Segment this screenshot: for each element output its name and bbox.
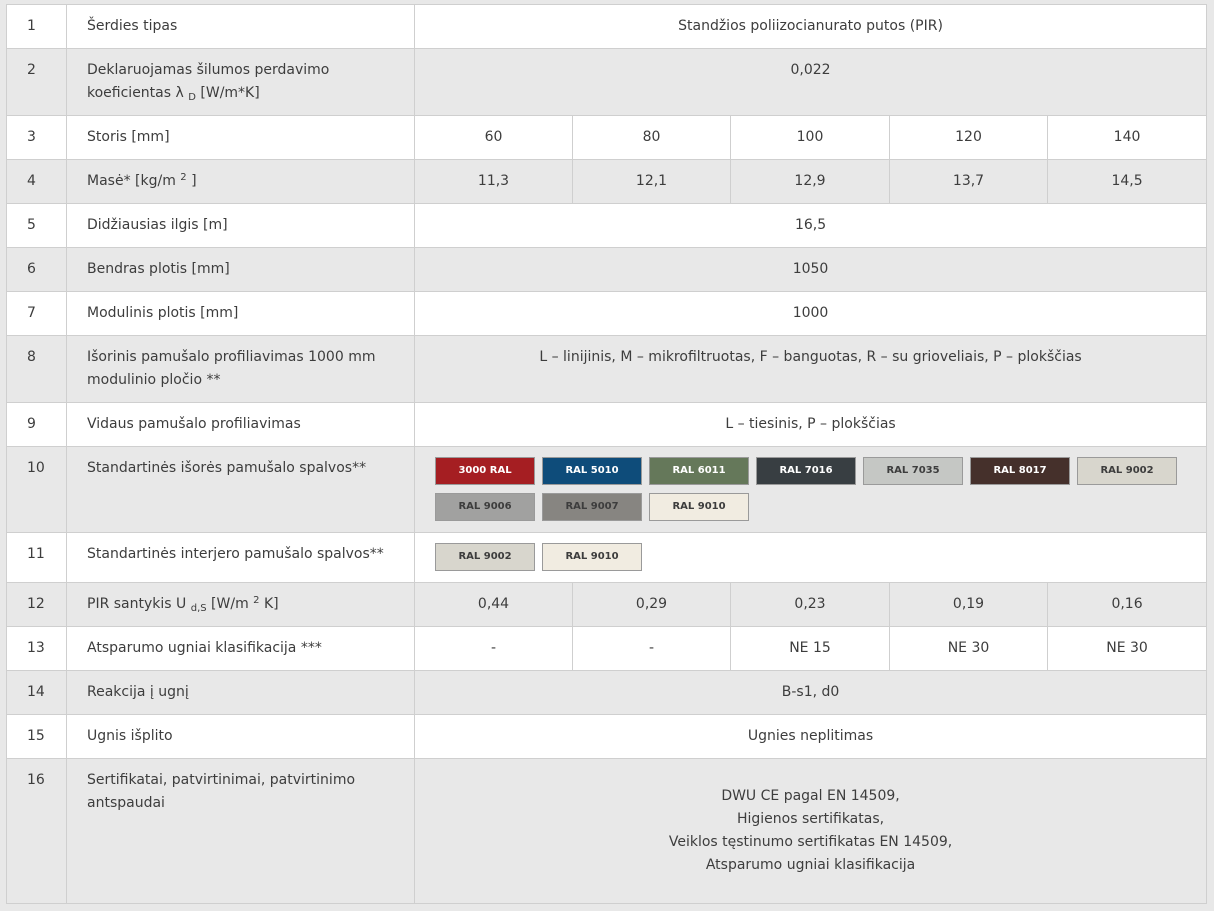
label-text: K] (259, 596, 279, 612)
label-text: [W/m (206, 596, 254, 612)
table-row (7, 49, 1207, 116)
row-value: NE 15 (731, 627, 890, 671)
row-number: 4 (7, 160, 67, 204)
table-row (7, 248, 1207, 292)
row-number: 11 (7, 533, 67, 583)
row-label (67, 583, 415, 627)
certificate-line: Higienos sertifikatas, (736, 811, 885, 827)
row-value: - (573, 627, 731, 671)
row-number: 2 (7, 49, 67, 116)
row-value: L – tiesinis, P – plokščias (415, 403, 1207, 447)
row-number: 6 (7, 248, 67, 292)
exterior-color-swatches (415, 447, 1207, 533)
row-number: 9 (7, 403, 67, 447)
row-label (67, 160, 415, 204)
row-value: 12,1 (573, 160, 731, 204)
row-value: - (415, 627, 573, 671)
row-value: 0,16 (1048, 583, 1207, 627)
table-row (7, 671, 1207, 715)
certificate-list (415, 759, 1207, 904)
color-swatch: RAL 7016 (756, 457, 856, 485)
color-swatch: RAL 9002 (1077, 457, 1177, 485)
color-swatch: RAL 8017 (970, 457, 1070, 485)
row-number: 5 (7, 204, 67, 248)
row-value: 100 (731, 116, 890, 160)
row-value: B-s1, d0 (415, 671, 1207, 715)
row-value: 12,9 (731, 160, 890, 204)
label-text: [W/m*K] (195, 85, 260, 101)
table-row (7, 204, 1207, 248)
label-text: Deklaruojamas šilumos perdavimo koeficientas λ (87, 62, 330, 101)
label-superscript: 2 (253, 595, 260, 606)
table-row (7, 292, 1207, 336)
row-label: Standartinės interjero pamušalo spalvos** (67, 533, 415, 583)
swatch-list (435, 457, 1186, 521)
color-swatch: RAL 6011 (649, 457, 749, 485)
row-value: 1000 (415, 292, 1207, 336)
row-number: 13 (7, 627, 67, 671)
row-label: Sertifikatai, patvirtinimai, patvirtinimo antspaudai (67, 759, 415, 904)
row-value: 14,5 (1048, 160, 1207, 204)
row-value: L – linijinis, M – mikrofiltruotas, F – banguotas, R – su grioveliais, P – plokščias (415, 336, 1207, 403)
row-value: 0,23 (731, 583, 890, 627)
row-label (67, 49, 415, 116)
row-label: Atsparumo ugniai klasifikacija *** (67, 627, 415, 671)
label-subscript: d,S (190, 603, 207, 614)
row-value: Ugnies neplitimas (415, 715, 1207, 759)
table-row (7, 160, 1207, 204)
spec-table (6, 4, 1207, 904)
color-swatch: RAL 9006 (435, 493, 535, 521)
row-label: Reakcija į ugnį (67, 671, 415, 715)
row-number: 16 (7, 759, 67, 904)
row-number: 14 (7, 671, 67, 715)
label-text: Masė* [kg/m (87, 173, 181, 189)
swatch-list (435, 543, 1186, 571)
label-text: ] (186, 173, 197, 189)
color-swatch: RAL 5010 (542, 457, 642, 485)
color-swatch: RAL 9007 (542, 493, 642, 521)
row-value: NE 30 (1048, 627, 1207, 671)
table-row (7, 336, 1207, 403)
row-value: 0,44 (415, 583, 573, 627)
label-text: PIR santykis U (87, 596, 191, 612)
row-value: 16,5 (415, 204, 1207, 248)
table-row (7, 759, 1207, 904)
row-label: Išorinis pamušalo profiliavimas 1000 mm modulinio pločio ** (67, 336, 415, 403)
row-label: Vidaus pamušalo profiliavimas (67, 403, 415, 447)
row-value: 140 (1048, 116, 1207, 160)
row-value: 0,29 (573, 583, 731, 627)
row-label: Bendras plotis [mm] (67, 248, 415, 292)
row-value: 80 (573, 116, 731, 160)
table-row (7, 447, 1207, 533)
row-value: 0,022 (415, 49, 1207, 116)
row-number: 3 (7, 116, 67, 160)
label-superscript: 2 (180, 172, 187, 183)
row-number: 15 (7, 715, 67, 759)
row-value: 60 (415, 116, 573, 160)
row-label: Ugnis išplito (67, 715, 415, 759)
row-label: Šerdies tipas (67, 5, 415, 49)
color-swatch: RAL 9010 (649, 493, 749, 521)
row-number: 12 (7, 583, 67, 627)
row-number: 8 (7, 336, 67, 403)
color-swatch: RAL 7035 (863, 457, 963, 485)
table-row (7, 533, 1207, 583)
certificate-line: Atsparumo ugniai klasifikacija (705, 857, 916, 873)
row-label: Standartinės išorės pamušalo spalvos** (67, 447, 415, 533)
color-swatch: 3000 RAL (435, 457, 535, 485)
row-label: Storis [mm] (67, 116, 415, 160)
interior-color-swatches (415, 533, 1207, 583)
row-value: NE 30 (890, 627, 1048, 671)
row-number: 10 (7, 447, 67, 533)
table-row (7, 627, 1207, 671)
table-row (7, 583, 1207, 627)
row-value: Standžios poliizocianurato putos (PIR) (415, 5, 1207, 49)
row-value: 13,7 (890, 160, 1048, 204)
row-label: Didžiausias ilgis [m] (67, 204, 415, 248)
color-swatch: RAL 9002 (435, 543, 535, 571)
color-swatch: RAL 9010 (542, 543, 642, 571)
row-value: 0,19 (890, 583, 1048, 627)
row-number: 7 (7, 292, 67, 336)
row-value: 120 (890, 116, 1048, 160)
label-subscript: D (188, 92, 196, 103)
row-value: 11,3 (415, 160, 573, 204)
row-value: 1050 (415, 248, 1207, 292)
table-row (7, 403, 1207, 447)
certificate-line: Veiklos tęstinumo sertifikatas EN 14509, (668, 834, 953, 850)
row-label: Modulinis plotis [mm] (67, 292, 415, 336)
certificate-line: DWU CE pagal EN 14509, (721, 788, 900, 804)
table-row (7, 116, 1207, 160)
table-row (7, 5, 1207, 49)
row-number: 1 (7, 5, 67, 49)
table-row (7, 715, 1207, 759)
